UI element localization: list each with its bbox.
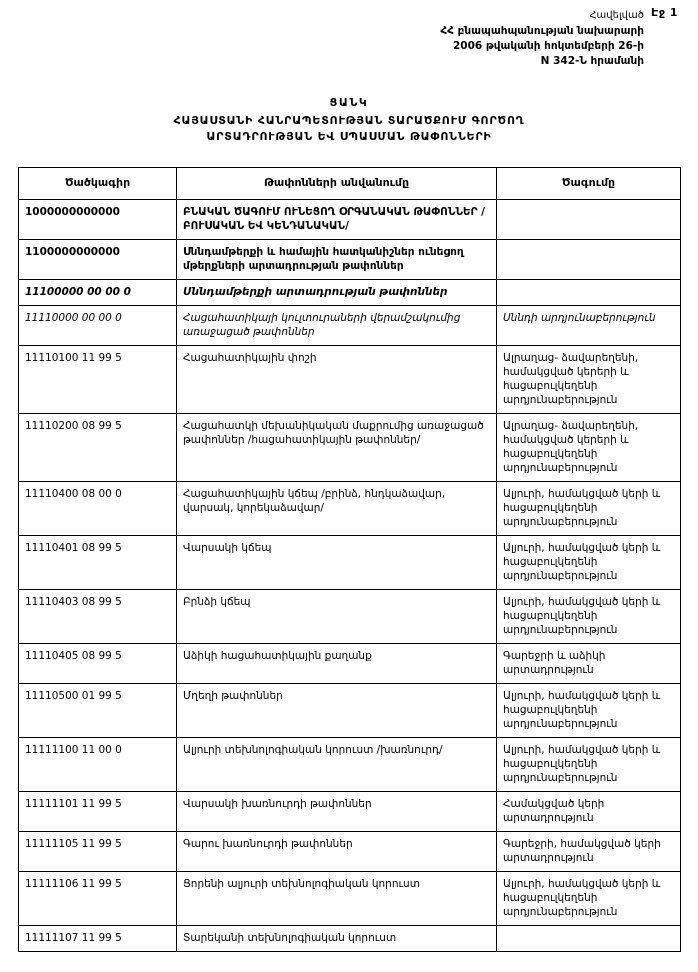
table-row <box>19 536 681 590</box>
cell-waste-name: Բրնձի կճեպ <box>177 590 497 644</box>
cell-waste-name: Աձիկի հացահատիկային քաղանք <box>177 644 497 684</box>
cell-origin: Ալրաղաց- ձավարեղենի, համակցված կերերի և հացաբուլկեղենի արդյունաբերություն <box>497 414 681 482</box>
cell-waste-name: Ցորենի ալյուրի տեխնոլոգիական կորուստ <box>177 872 497 926</box>
cell-waste-name: Հացահատկի մեխանիկական մաքրումից առաջացած թափոններ /հացահատիկային թափոններ/ <box>177 414 497 482</box>
cell-code: 11110500 01 99 5 <box>19 684 177 738</box>
cell-code: 1100000000000 <box>19 240 177 280</box>
cell-origin <box>497 926 681 952</box>
cell-origin: Ալյուրի, համակցված կերի և հացաբուլկեղենի արդյունաբերություն <box>497 590 681 644</box>
cell-origin: Ալյուրի, համակցված կերի և հացաբուլկեղենի արդյունաբերություն <box>497 684 681 738</box>
table-row <box>19 240 681 280</box>
table-row <box>19 738 681 792</box>
table-body <box>19 200 681 952</box>
cell-origin: Ալյուրի, համակցված կերի և հացաբուլկեղենի արդյունաբերություն <box>497 536 681 590</box>
page-number: Էջ 1 <box>651 6 678 19</box>
cell-code: 11111106 11 99 5 <box>19 872 177 926</box>
cell-waste-name: Տարեկանի տեխնոլոգիական կորուստ <box>177 926 497 952</box>
cell-origin: Գարեջրի և աձիկի արտադրություն <box>497 644 681 684</box>
cell-origin: Համակցված կերի արտադրություն <box>497 792 681 832</box>
document-title <box>18 95 680 145</box>
cell-origin: Ալյուրի, համակցված կերի և հացաբուլկեղենի արդյունաբերություն <box>497 872 681 926</box>
cell-origin <box>497 240 681 280</box>
column-header-code: Ծածկագիր <box>19 168 177 200</box>
header-date-line: 2006 թվականի հոկտեմբերի 26-ի <box>452 40 644 52</box>
table-row <box>19 832 681 872</box>
table-header-row <box>19 168 681 200</box>
cell-code: 11110401 08 99 5 <box>19 536 177 590</box>
cell-origin: Ալրաղաց- ձավարեղենի, համակցված կերերի և հացաբուլկեղենի արդյունաբերություն <box>497 346 681 414</box>
table-row <box>19 644 681 684</box>
header-order-line: N 342-Ն հրամանի <box>540 55 644 67</box>
table-row <box>19 306 681 346</box>
cell-waste-name: Հացահատիկային կճեպ /բրինձ, հնդկաձավար, վարսակ, կորեկաձավար/ <box>177 482 497 536</box>
table-row <box>19 482 681 536</box>
document-header <box>18 0 680 69</box>
table-row <box>19 590 681 644</box>
title-subline-2: ԱՐՏԱԴՐՈՒԹՅԱՆ ԵՎ ՍՊԱՍՄԱՆ ԹԱՓՈՆՆԵՐԻ <box>206 130 492 143</box>
table-row <box>19 346 681 414</box>
table-row <box>19 792 681 832</box>
cell-code: 11110403 08 99 5 <box>19 590 177 644</box>
cell-code: 11111100 11 00 0 <box>19 738 177 792</box>
cell-code: 11110200 08 99 5 <box>19 414 177 482</box>
cell-code: 11110405 08 99 5 <box>19 644 177 684</box>
column-header-origin: Ծագումը <box>497 168 681 200</box>
cell-code: 11110000 00 00 0 <box>19 306 177 346</box>
cell-code: 11111105 11 99 5 <box>19 832 177 872</box>
cell-waste-name: Վարսակի խառնուրդի թափոններ <box>177 792 497 832</box>
title-subline-1: ՀԱՅԱՍՏԱՆԻ ՀԱՆՐԱՊԵՏՈՒԹՅԱՆ ՏԱՐԱԾՔՈՒՄ ԳՈՐԾՈՂ <box>173 114 525 127</box>
cell-code: 1000000000000 <box>19 200 177 240</box>
header-approved-label: Հավելված <box>589 10 644 21</box>
cell-waste-name: Հացահատիկայի կուլտուրաների վերամշակումից առաջացած թափոններ <box>177 306 497 346</box>
table-row <box>19 414 681 482</box>
cell-waste-name: Հացահատիկային փոշի <box>177 346 497 414</box>
cell-code: 11110400 08 00 0 <box>19 482 177 536</box>
cell-code: 11111101 11 99 5 <box>19 792 177 832</box>
table-row <box>19 684 681 738</box>
cell-origin <box>497 200 681 240</box>
cell-waste-name: Սննդամթերքի և համային հատկանիշներ ունեցող մթերքների արտադրության թափոններ <box>177 240 497 280</box>
title-main: ՑԱՆԿ <box>329 96 369 109</box>
cell-origin <box>497 280 681 306</box>
cell-origin: Ալյուրի, համակցված կերի և հացաբուլկեղենի արդյունաբերություն <box>497 482 681 536</box>
cell-waste-name: Ալյուրի տեխնոլոգիական կորուստ /խառնուրդ/ <box>177 738 497 792</box>
table-row <box>19 200 681 240</box>
cell-code: 11111107 11 99 5 <box>19 926 177 952</box>
cell-waste-name: Գարու խառնուրդի թափոններ <box>177 832 497 872</box>
cell-origin: Սննդի արդյունաբերություն <box>497 306 681 346</box>
table-row <box>19 280 681 306</box>
table-row <box>19 926 681 952</box>
cell-code: 11100000 00 00 0 <box>19 280 177 306</box>
cell-waste-name: ԲՆԱԿԱՆ ԾԱԳՈՒՄ ՈՒՆԵՑՈՂ ՕՐԳԱՆԱԿԱՆ ԹԱՓՈՆՆԵՐ /ԲՈՒՍԱԿԱՆ ԵՎ ԿԵՆԴԱՆԱԿԱՆ/ <box>177 200 497 240</box>
waste-registry-table <box>18 167 681 952</box>
cell-waste-name: Վարսակի կճեպ <box>177 536 497 590</box>
table-row <box>19 872 681 926</box>
cell-origin: Ալյուրի, համակցված կերի և հացաբուլկեղենի արդյունաբերություն <box>497 738 681 792</box>
cell-code: 11110100 11 99 5 <box>19 346 177 414</box>
cell-waste-name: Մղեղի թափոններ <box>177 684 497 738</box>
cell-origin: Գարեջրի, համակցված կերի արտադրություն <box>497 832 681 872</box>
cell-waste-name: Սննդամթերքի արտադրության թափոններ <box>177 280 497 306</box>
column-header-name: Թափոնների անվանումը <box>177 168 497 200</box>
header-ministry-line: ՀՀ բնապահպանության նախարարի <box>440 25 644 37</box>
